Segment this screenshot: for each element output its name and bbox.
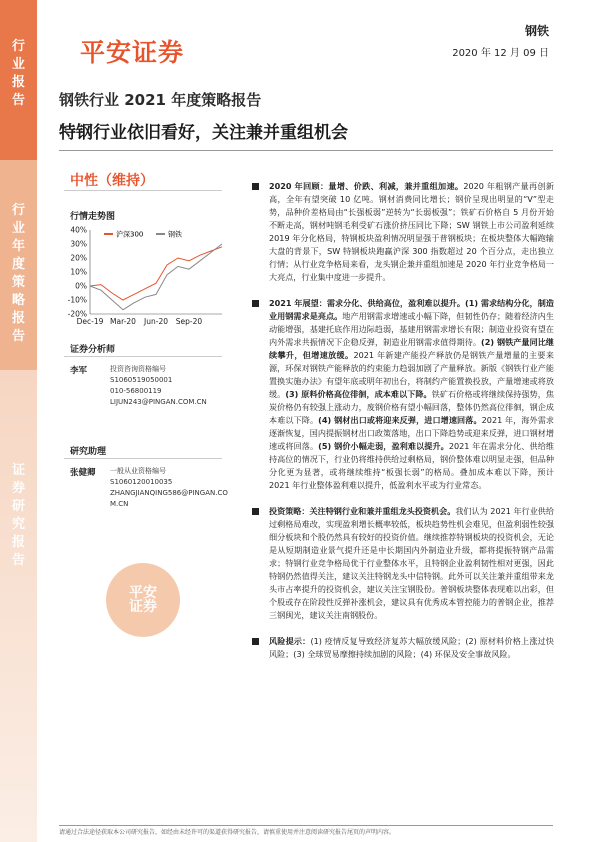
- y-tick-label: 30%: [70, 239, 87, 249]
- analyst-section-title: 证券分析师: [70, 345, 116, 355]
- sidebar-label: 行业年度策略报告: [11, 203, 25, 344]
- x-tick-label: Mar-20: [110, 317, 136, 326]
- assistant-cert-number: S1060120010035: [110, 478, 173, 486]
- y-tick-label: 10%: [70, 267, 87, 277]
- assistant-divider: [64, 458, 222, 459]
- paragraph-heading: 2020 年回顾：量增、价跌、利减，兼并重组加速。: [269, 181, 464, 191]
- company-logo: 平安证券: [80, 38, 185, 67]
- price-trend-chart: [58, 222, 228, 334]
- sidebar-label: 行业报告: [11, 39, 25, 108]
- sidebar-segment-research: [0, 370, 37, 842]
- assistant-email[interactable]: ZHANGJIANQING586@PINGAN.CO: [110, 489, 228, 497]
- y-tick-label: -20%: [67, 309, 87, 319]
- footer-disclaimer: 请通过合法途径获取本公司研究报告，如经由未经许可的渠道获得研究报告，请慎重使用并注意阅读研究报告尾页的声明内容。: [59, 829, 396, 836]
- paragraph-text: 2020 年粗钢产量再创新高，全年有望突破 10 亿吨。钢材消费同比增长；钢价呈现出明显的“V”型走势，品种价差格局由“长强板弱”逆转为“长弱板强”；铁矿石价格自 5 月份开始不断走高，钢材吨钢毛利受矿石涨价挤压同比下降；SW 钢铁上市公司盈利延续 2019 年分化格局，特钢板块盈利情况明显强于普钢板块；在板块整体大幅跑输大盘的背景下，SW 特钢板块跑赢沪深 300 指数超过 20 个百分点，走出独立行情；从行业竞争格局来看，龙头钢企兼并重组加速是 2020 年行业竞争格局一大亮点，行业集中度进一步提升。: [269, 181, 554, 282]
- x-tick-label: Dec-19: [76, 317, 104, 326]
- summary-paragraph: [252, 180, 554, 284]
- paragraph-heading: (4) 钢材出口或将迎来反弹，进口增速回落。: [318, 415, 482, 425]
- paragraph-text: 地产用钢需求增速或小幅下降，但韧性仍存；随着经济内生动能增强，基建托底作用边际趋弱，基建用钢需求增长有限；制造业投资有望在内外需求共振情况下企稳反弹，制造业用钢需求值得期待。: [269, 311, 554, 347]
- title-divider: [59, 150, 553, 151]
- rating-divider: [64, 190, 222, 191]
- report-title: 特钢行业依旧看好，关注兼并重组机会: [59, 123, 348, 143]
- report-date: 2020 年 12 月 09 日: [452, 48, 549, 59]
- paragraph-heading: (3) 原料价格高位徘徊，成本难以下降。: [285, 389, 432, 399]
- x-tick-label: Jun-20: [144, 317, 168, 326]
- legend-label: 钢铁: [168, 230, 182, 239]
- y-tick-label: -10%: [67, 295, 87, 305]
- paragraph-text: 2021 年，海外需求逐渐恢复，国内提振钢材出口政策落地，出口下降趋势或迎来反弹，进口钢材增速或将回落。: [269, 415, 554, 451]
- assistant-info: [110, 466, 238, 510]
- paragraph-heading: 投资策略：关注特钢行业和兼并重组龙头投资机会。: [269, 506, 456, 516]
- paragraph-heading: (2) 钢铁产量同比继续攀升，但增速放缓。: [269, 337, 554, 360]
- rating: 中性（维持）: [70, 173, 154, 189]
- y-tick-label: 20%: [70, 253, 87, 263]
- footer-divider: [59, 825, 553, 826]
- analyst-name: 李军: [70, 366, 88, 376]
- assistant-name: 张健卿: [70, 468, 96, 478]
- y-tick-label: 0%: [75, 281, 87, 291]
- seal-text: 平安 证券: [129, 585, 157, 615]
- paragraph-text: 铁矿石价格或将继续保持强势，焦炭价格仍有较强上涨动力，废钢价格有望小幅回落，整体仍然高位徘徊，钢企成本难以下降。: [269, 389, 554, 425]
- legend-label: 沪深300: [116, 230, 144, 239]
- industry-tag: 钢铁: [524, 24, 549, 38]
- bullet-square-icon: [252, 300, 259, 307]
- analyst-info: [110, 364, 238, 408]
- bullet-square-icon: [252, 183, 259, 190]
- paragraph-text: 2021 年在需求分化、供给维持高位的情况下，行业仍将维持供给过剩格局，钢价整体难以明显走强，但品种分化更为显著，或将继续维持“板强长弱”的格局。叠加成本难以下降，预计 2021 年行业整体盈利难以提升，低盈利水平或为行业常态。: [269, 441, 554, 490]
- assistant-cert-label: 一般从业资格编号: [110, 467, 166, 475]
- bullet-square-icon: [252, 508, 259, 515]
- report-subtitle: 钢铁行业 2021 年度策略报告: [59, 91, 262, 109]
- chart-title: 行情走势图: [70, 212, 116, 222]
- analyst-divider: [64, 356, 222, 357]
- analyst-phone: 010-56800119: [110, 387, 162, 395]
- sidebar-label: 证券研究报告: [11, 463, 25, 568]
- summary-paragraph: [252, 505, 554, 622]
- paragraph-text: 我们认为 2021 年行业供给过剩格局难改，实现盈利增长概率较低，板块趋势性机会难见，但盈利弱性较强细分板块和个股仍然具有较好的投资价值。继续推荐特钢板块的投资机会，无论是从短期制造业景气提升还是中长期国内外制造业升级，都将提振特钢产品需求；特钢行业竞争格局优于行业整体水平，且特钢企业盈利韧性相对更强，因此特钢仍然值得关注，建议关注特钢龙头中信特钢。此外可以关注兼并重组带来龙头市占率提升的投资机会，建议关注宝钢股份。普钢板块整体表现难以出彩，但个股或存在阶段性反弹补涨机会，建议具有优秀成本管控能力的普钢企业，推荐三钢闽光，建议关注南钢股份。: [269, 506, 554, 620]
- sidebar: [0, 0, 37, 842]
- analyst-email[interactable]: LIJUN243@PINGAN.COM.CN: [110, 398, 207, 406]
- analyst-cert-number: S1060519050001: [110, 376, 173, 384]
- paragraph-text: (1) 疫情反复导致经济复苏大幅放缓风险；(2) 原材料价格上涨过快风险；(3) 全球贸易摩擦持续加剧的风险；(4) 环保及安全事故风险。: [269, 636, 554, 659]
- summary-body: [252, 180, 554, 674]
- assistant-email-cont: M.CN: [110, 500, 129, 508]
- chart-svg: [58, 222, 228, 334]
- paragraph-heading: 风险提示：: [269, 636, 311, 646]
- assistant-section-title: 研究助理: [70, 447, 107, 457]
- paragraph-heading: (5) 钢价小幅走弱，盈利难以提升。: [318, 441, 449, 451]
- sidebar-segment-report-kind: [0, 160, 37, 370]
- paragraph-text: 2021 年新建产能投产释放仍是钢铁产量增量的主要来源，环保对钢铁产能释放的约束能力趋弱加剧了产量释放。新版《钢铁行业产能置换实施办法》有望年底或明年初出台，将制约产能置换投放，产量增速或将放缓。: [269, 350, 554, 399]
- bullet-square-icon: [252, 638, 259, 645]
- y-tick-label: 40%: [70, 225, 87, 235]
- summary-paragraph: [252, 635, 554, 661]
- x-tick-label: Sep-20: [175, 317, 203, 326]
- summary-paragraph: [252, 297, 554, 492]
- analyst-cert-label: 投资咨询资格编号: [110, 365, 166, 373]
- sidebar-segment-report-type: [0, 0, 37, 160]
- paragraph-heading: 2021 年展望：需求分化、供给高位，盈利难以提升。(1) 需求结构分化，制造业用钢需求是亮点。: [269, 298, 554, 321]
- company-seal: [106, 563, 180, 637]
- series-line-hs300: [90, 247, 222, 300]
